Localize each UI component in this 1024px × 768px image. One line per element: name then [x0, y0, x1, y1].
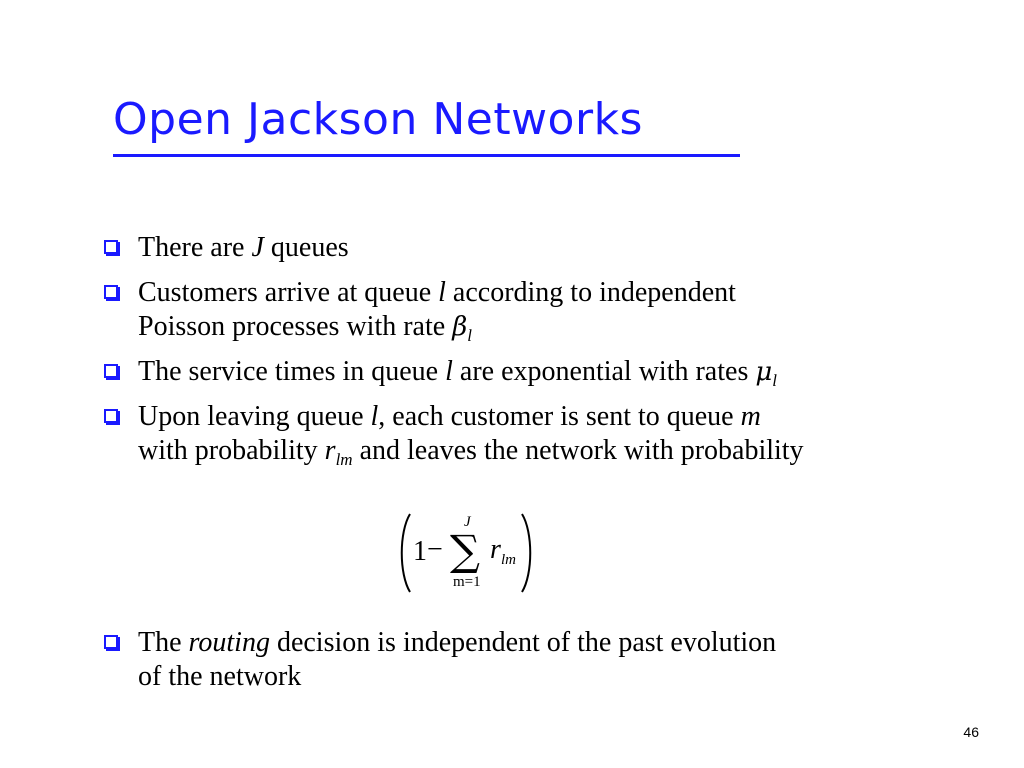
variable-m: m [740, 401, 761, 432]
checkbox-bullet-icon [104, 285, 118, 299]
bullet-item [101, 626, 1018, 694]
formula-r: r [490, 534, 501, 565]
bullet-text: Upon leaving queue [138, 401, 371, 432]
beta-symbol: β [452, 312, 468, 342]
mu-symbol: μ [755, 357, 773, 387]
checkbox-bullet-icon [104, 364, 118, 378]
variable-l: l [445, 356, 453, 387]
checkbox-bullet-icon [104, 635, 118, 649]
formula-one: 1 [413, 536, 427, 567]
routing-probability-symbol: r [324, 435, 336, 466]
variable-j: J [251, 232, 264, 263]
bullet-text: Customers arrive at queue [138, 277, 439, 308]
subscript-l: l [772, 371, 777, 390]
right-parenthesis-icon [520, 512, 534, 594]
bullet-text: queues [263, 232, 349, 263]
bullet-text: decision is independent of the past evolution [269, 627, 777, 658]
bullet-item [101, 355, 981, 389]
left-parenthesis-icon [398, 512, 412, 594]
variable-l: l [370, 401, 379, 432]
sum-upper-limit: J [464, 514, 471, 530]
title-underline [113, 154, 740, 157]
subscript-l: l [467, 326, 472, 345]
checkbox-bullet-icon [104, 409, 118, 423]
bullet-text: according to independent [445, 277, 736, 308]
routing-term: routing [188, 627, 270, 658]
bullet-item [101, 231, 981, 265]
exit-probability-formula [398, 512, 534, 594]
checkbox-bullet-icon [104, 240, 118, 254]
formula-r-subscript: lm [501, 552, 516, 568]
sum-lower-limit: m=1 [453, 574, 481, 590]
bullet-list [101, 231, 981, 479]
subscript-lm: lm [335, 450, 353, 469]
formula-minus: − [427, 534, 443, 565]
page-number: 46 [963, 724, 979, 740]
bullet-text: The service times in queue [138, 356, 446, 387]
slide-title: Open Jackson Networks [113, 94, 643, 145]
bullet-text: with probability [138, 435, 325, 466]
bullet-text: There are [138, 232, 252, 263]
bullet-text: of the network [138, 661, 302, 692]
bullet-text: and leaves the network with probability [352, 435, 804, 466]
bullet-item [101, 276, 981, 344]
summation-symbol: ∑ [450, 526, 480, 575]
bullet-text: , each customer is sent to queue [378, 401, 741, 432]
variable-l: l [438, 277, 446, 308]
bullet-text: are exponential with rates [452, 356, 756, 387]
bullet-text: Poisson processes with rate [138, 311, 453, 342]
bullet-text: The [138, 627, 189, 658]
bullet-item [101, 400, 981, 468]
